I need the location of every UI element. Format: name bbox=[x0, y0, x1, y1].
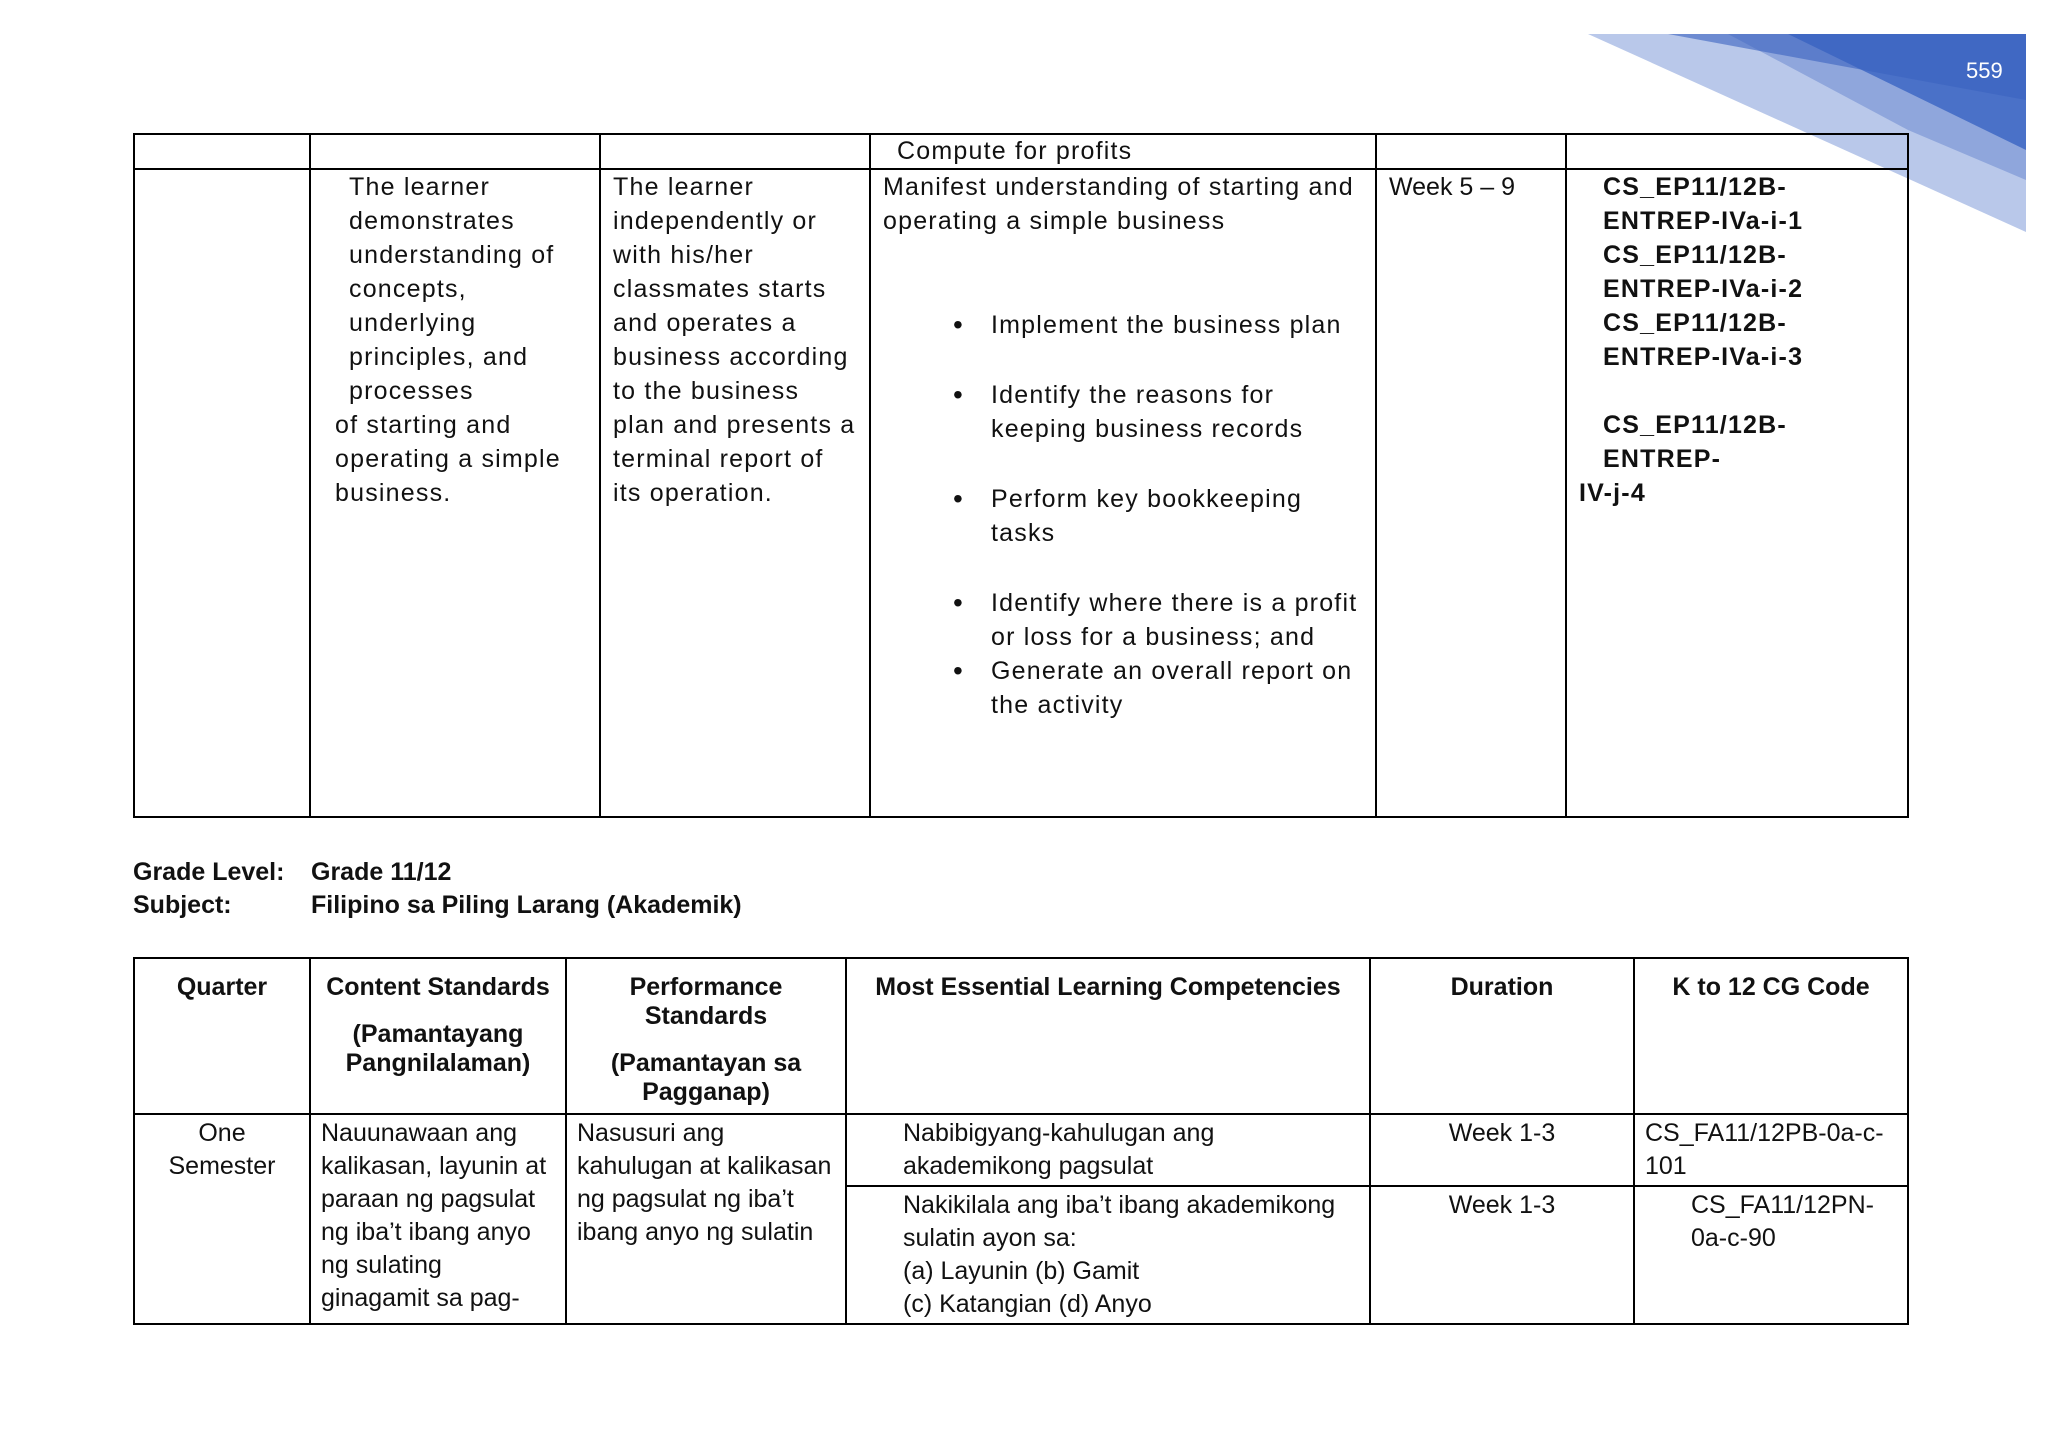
competency-table-filipino bbox=[133, 957, 1909, 1325]
performance-standards-header: Performance Standards (Pamantayan sa Pagganap) bbox=[566, 958, 846, 1114]
code-cell: CS_FA11/12PN-0a-c-90 bbox=[1634, 1186, 1908, 1324]
list-item: • Perform key bookkeeping tasks bbox=[883, 482, 1363, 550]
quarter-header: Quarter bbox=[134, 958, 310, 1114]
duration-cell: Week 1-3 bbox=[1370, 1114, 1634, 1186]
competency-cell: Nabibigyang-kahulugan ang akademikong pagsulat bbox=[846, 1114, 1370, 1186]
competency-table-entrepreneurship bbox=[133, 133, 1909, 818]
content-standards-cell: Nauunawaan ang kalikasan, layunin at paraan ng pagsulat ng iba’t ibang anyo ng sulating ginagamit sa pag- bbox=[310, 1114, 566, 1324]
table-row bbox=[134, 1114, 1908, 1186]
duration-header: Duration bbox=[1370, 958, 1634, 1114]
grade-level-label: Grade Level: bbox=[133, 858, 285, 886]
competencies-header: Most Essential Learning Competencies bbox=[846, 958, 1370, 1114]
subject-value: Filipino sa Piling Larang (Akademik) bbox=[311, 891, 742, 919]
list-item: • Identify the reasons for keeping business records bbox=[883, 378, 1363, 446]
quarter-cell: One Semester bbox=[134, 1114, 310, 1324]
duration-cell: Week 1-3 bbox=[1370, 1186, 1634, 1324]
duration-cell: Week 5 – 9 bbox=[1376, 169, 1566, 817]
competency-cell: Nakikilala ang iba’t ibang akademikong sulatin ayon sa: (a) Layunin (b) Gamit (c) Katangian (d) Anyo bbox=[846, 1186, 1370, 1324]
competencies-cell bbox=[870, 169, 1376, 817]
competency-list bbox=[883, 308, 1363, 722]
table-row bbox=[134, 169, 1908, 817]
table-header-row bbox=[134, 958, 1908, 1114]
competency-header-cell: Compute for profits bbox=[870, 134, 1376, 169]
subject-line bbox=[133, 891, 742, 920]
grade-level-value: Grade 11/12 bbox=[311, 858, 452, 886]
list-item: • Generate an overall report on the activity bbox=[883, 654, 1363, 722]
list-item: • Identify where there is a profit or loss for a business; and bbox=[883, 586, 1363, 654]
subject-label: Subject: bbox=[133, 891, 232, 919]
code-cell: CS_FA11/12PB-0a-c-101 bbox=[1634, 1114, 1908, 1186]
code-header: K to 12 CG Code bbox=[1634, 958, 1908, 1114]
content-standards-cell: The learner demonstrates understanding of concepts, underlying principles, and processes of starting and operating a simple business. bbox=[310, 169, 600, 817]
grade-level-line bbox=[133, 858, 451, 887]
list-item: • Implement the business plan bbox=[883, 308, 1363, 342]
performance-standards-cell: The learner independently or with his/her classmates starts and operates a business according to the business plan and presents a terminal report of its operation. bbox=[600, 169, 870, 817]
performance-standards-cell: Nasusuri ang kahulugan at kalikasan ng pagsulat ng iba’t ibang anyo ng sulatin bbox=[566, 1114, 846, 1324]
table-row bbox=[134, 134, 1908, 169]
code-cell: CS_EP11/12B- ENTREP-IVa-i-1 CS_EP11/12B- ENTREP-IVa-i-2 CS_EP11/12B- ENTREP-IVa-i-3 CS_EP11/12B-ENTREP- IV-j-4 bbox=[1566, 169, 1908, 817]
content-standards-header: Content Standards (Pamantayang Pangnilalaman) bbox=[310, 958, 566, 1114]
page-number: 559 bbox=[1966, 58, 2003, 83]
competency-intro: Manifest understanding of starting and operating a simple business bbox=[883, 173, 1354, 235]
quarter-cell bbox=[134, 169, 310, 817]
